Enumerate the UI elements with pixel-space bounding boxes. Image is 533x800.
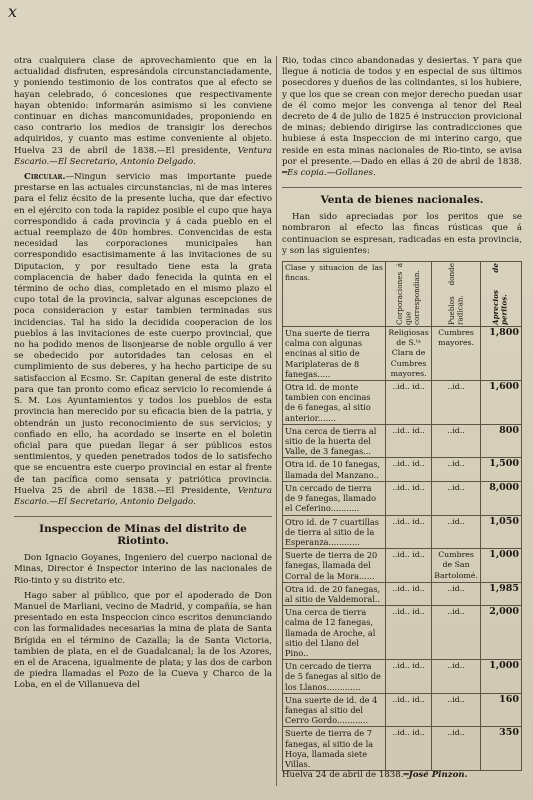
- cell-description: Una cerca de tierra al sitio de la huerta del Valle, de 3 fanegas...: [283, 424, 386, 458]
- table-row: [283, 381, 522, 425]
- cell-description: Una suerte de id. de 4 fanegas al sitio del Cerro Gordo............: [283, 693, 386, 727]
- cell-corporation: ..id.. id..: [385, 693, 431, 727]
- table-header-row: [283, 262, 522, 327]
- cell-price: 1,050: [480, 515, 521, 549]
- cell-description: Una cerca de tierra calma de 12 fanegas, llamada de Aroche, al sitio del Llano del Pino..: [283, 606, 386, 660]
- cell-corporation: ..id.. id..: [385, 606, 431, 660]
- sales-intro: Han sido apreciadas por los peritos que se nombraron al efecto las fincas rústicas que á continuacion se espresan, radicadas en esta provincia, y son las siguientes:: [282, 212, 522, 256]
- circular-text: —Ningun servicio mas importante puede prestarse en las actuales circunstancias, ni de mas interes para el feliz écsito de la presente lucha, que dar efectivo en el ejército con toda la rapidez posible el cupo que haya correspondido á cada provincia y á cada pueblo en el actual reemplazo de 40ᴅ hombres. Convencidas de esta necesidad las corporaciones municipales han correspondido esactisimamente á las invitaciones de su Diputacion, y por resultado tiene esta la grata complacencia de haber dado fenecida la quinta en el término de ocho dias, completado en el mismo plazo el cupo total de la provincia, salvar algunas escepciones de poca consideracion y estar tambien terminadas sus incidencias. Tal ha sido la decidida cooperacion de los pueblos á las invitaciones de este cuerpo provincial, que no ha podido menos de lisonjearse de noble orgullo á ver se obedecido por autoridades tan celosas en el cumplimiento de sus deberes, y ha hecho participe de su satisfaccion al Ecsmo. Sr. Capitan general de este distrito para que tan pronto como eficaz servicio lo recomiende á S. M. Los Ayuntamientos y todos los pueblos de esta provincia han merecido por su eficacia bien de la patria, y obtendrán un justo reconocimiento de sus servicios; y confiado en ello, ha acordado se inserte en el boletin oficial para que puedan llegar á ser públicos estos sentimientos, y queden penetrados todos de lo satisfecho que se encuentra este cuerpo provincial en estar al frente de tan pacífica como sensata y patriótica provincia. Huelva 25 de abril de 1838.—El Presidente,: [14, 172, 272, 496]
- section-heading-mines: Inspeccion de Minas del distrito de Riotinto.: [14, 516, 272, 547]
- cell-price: 800: [480, 424, 521, 458]
- cell-corporation: ..id.. id..: [385, 727, 431, 771]
- table-row: [283, 549, 522, 583]
- cell-description: Un cercado de tierra de 5 fanegas al sitio de los Llanos.............: [283, 660, 386, 694]
- cell-corporation: ..id.. id..: [385, 381, 431, 425]
- paragraph-text: Rio, todas cinco abandonadas y desiertas. Y para que llegue á noticia de todos y en especial de sus últimos posecdores y dueños de las colindantes, si los hubiere, y que los que se crean con mejor derecho puedan usar de él como mejor les convenga al tenor del Real decreto de 4 de julio de 1825 é instruccion provicional de minas; debiendo dirigirse las contradicciones que hubiese á esta Inspeccion de mi interino cargo, que reside en esta minas nacionales de Rio-tinto, se avisa por el presente.—Dado en ellas á 20 de abril de 1838.: [282, 56, 522, 167]
- table-row: [283, 424, 522, 458]
- closing-text: Huelva 24 de abril de 1838.═: [282, 770, 409, 780]
- cell-price: 350: [480, 727, 521, 771]
- cell-price: 2,000: [480, 606, 521, 660]
- paragraph-text: otra cualquiera clase de aprovechamiento que en la actualidad disfruten, espresándola circunstanciadamente, y poniendo testimonio de los contratos que al efecto se hayan celebrado, ó concesiones que respectivamente hayan obtenido: informarán asimismo si les conviene continuar en dichas mancomunidades, proponiendo en caso contrario los medios de transigir los derechos adquiridos, y cuanto mas estime conveniente al objeto. Huelva 23 de abril de 1838.—El presidente,: [14, 56, 272, 156]
- table-row: [283, 727, 522, 771]
- header-corp: Corporaciones á que correspondian.: [385, 262, 431, 327]
- cell-town: ..id..: [432, 693, 481, 727]
- table-row: [283, 582, 522, 605]
- cell-description: Suerte de tierra de 7 fanegas, al sitio de la Hoya, llamada siete Villas.: [283, 727, 386, 771]
- signature: Ventura Escario.—El Secretario, Antonio Delgado.: [14, 485, 272, 507]
- column-divider: [276, 56, 277, 786]
- cell-corporation: ..id.. id..: [385, 582, 431, 605]
- header-pueblo: Pueblos donde radican.: [432, 262, 481, 327]
- table-row: [283, 481, 522, 515]
- header-clase: Clase y situacion de las fincas.: [283, 262, 386, 327]
- property-table: [282, 261, 522, 771]
- cell-town: ..id..: [432, 660, 481, 694]
- cell-corporation: ..id.. id..: [385, 549, 431, 583]
- table-row: [283, 327, 522, 381]
- cell-description: Otro id. de 7 cuartillas de tierra al sitio de la Esperanza............: [283, 515, 386, 549]
- table-row: [283, 660, 522, 694]
- table-row: [283, 458, 522, 481]
- header-precio: Aprecios de peritos.: [480, 262, 521, 327]
- cell-price: 1,600: [480, 381, 521, 425]
- cell-town: ..id..: [432, 727, 481, 771]
- cell-town: ..id..: [432, 458, 481, 481]
- signature: Ventura Escario.—El Secretario, Antonio Delgado.: [14, 145, 272, 167]
- cell-corporation: Religiosas de S.ᵗᵃ Clara de Cumbres mayores.: [385, 327, 431, 381]
- cell-town: Cumbres de San Bartolomé.: [432, 549, 481, 583]
- left-column: [14, 56, 272, 696]
- cell-town: ..id..: [432, 515, 481, 549]
- right-column: [282, 56, 522, 771]
- table-body: [283, 327, 522, 771]
- cell-price: 160: [480, 693, 521, 727]
- cell-corporation: ..id.. id..: [385, 660, 431, 694]
- closing-line: [282, 770, 522, 781]
- closing-signature: José Pinzon.: [408, 770, 468, 780]
- cell-description: Una suerte de tierra calma con algunas encinas al sitio de Mariplateras de 8 fanegas.....: [283, 327, 386, 381]
- table-row: [283, 515, 522, 549]
- circular-label: Circular.: [24, 172, 66, 183]
- table-row: [283, 693, 522, 727]
- cell-price: 1,000: [480, 549, 521, 583]
- cell-description: Un cercado de tierra de 9 fanegas, llamado el Ceferino...........: [283, 481, 386, 515]
- cell-price: 1,000: [480, 660, 521, 694]
- cell-price: 1,800: [480, 327, 521, 381]
- cell-corporation: ..id.. id..: [385, 481, 431, 515]
- corner-mark: x: [8, 2, 18, 21]
- cell-town: ..id..: [432, 606, 481, 660]
- cell-town: ..id..: [432, 381, 481, 425]
- cell-town: Cumbres mayores.: [432, 327, 481, 381]
- cell-price: 1,985: [480, 582, 521, 605]
- cell-price: 1,500: [480, 458, 521, 481]
- cell-town: ..id..: [432, 582, 481, 605]
- cell-corporation: ..id.. id..: [385, 424, 431, 458]
- cell-corporation: ..id.. id..: [385, 458, 431, 481]
- circular-paragraph: [14, 172, 272, 508]
- cell-description: Suerte de tierra de 20 fanegas, llamada del Corral de la Mora......: [283, 549, 386, 583]
- cell-corporation: ..id.. id..: [385, 515, 431, 549]
- cell-description: Otra id. de 10 fanegas, llamada del Manzano..: [283, 458, 386, 481]
- cell-town: ..id..: [432, 424, 481, 458]
- cell-town: ..id..: [432, 481, 481, 515]
- mines-paragraph-2: Hago saber al público, que por el apoderado de Don Manuel de Marliani, vecino de Madrid, y compañía, se han presentado en esta Inspeccion cinco escritos denunciando con las formalidades necesarias la mina de plata de Santa Brígida en el término de Cazalla; la de Santa Victoria, tambien de plata, en el de Guadalcanal; la de los Azores, en el de Aracena, igualmente de plata; y las dos de carbon de piedra llamadas el Pozo de la Cueva y Charco de la Loba, en el de Villanueva del: [14, 590, 272, 691]
- copy-mark: ═Es copia.—Gollanes.: [282, 168, 376, 179]
- table-row: [283, 606, 522, 660]
- cell-description: Otra id. de monte tambien con encinas de 6 fanegas, al sitio anterior.......: [283, 381, 386, 425]
- cell-price: 8,000: [480, 481, 521, 515]
- section-heading-sales: Venta de bienes nacionales.: [282, 187, 522, 206]
- cell-description: Otra id. de 20 fanegas, al sitio de Valdemoral..: [283, 582, 386, 605]
- paragraph-continuation: [14, 56, 272, 168]
- mines-paragraph-1: Don Ignacio Goyanes, Ingeniero del cuerpo nacional de Minas, Director é Inspector interino de las nacionales de Rio-tinto y su distrito etc.: [14, 553, 272, 586]
- paragraph-continuation: [282, 56, 522, 179]
